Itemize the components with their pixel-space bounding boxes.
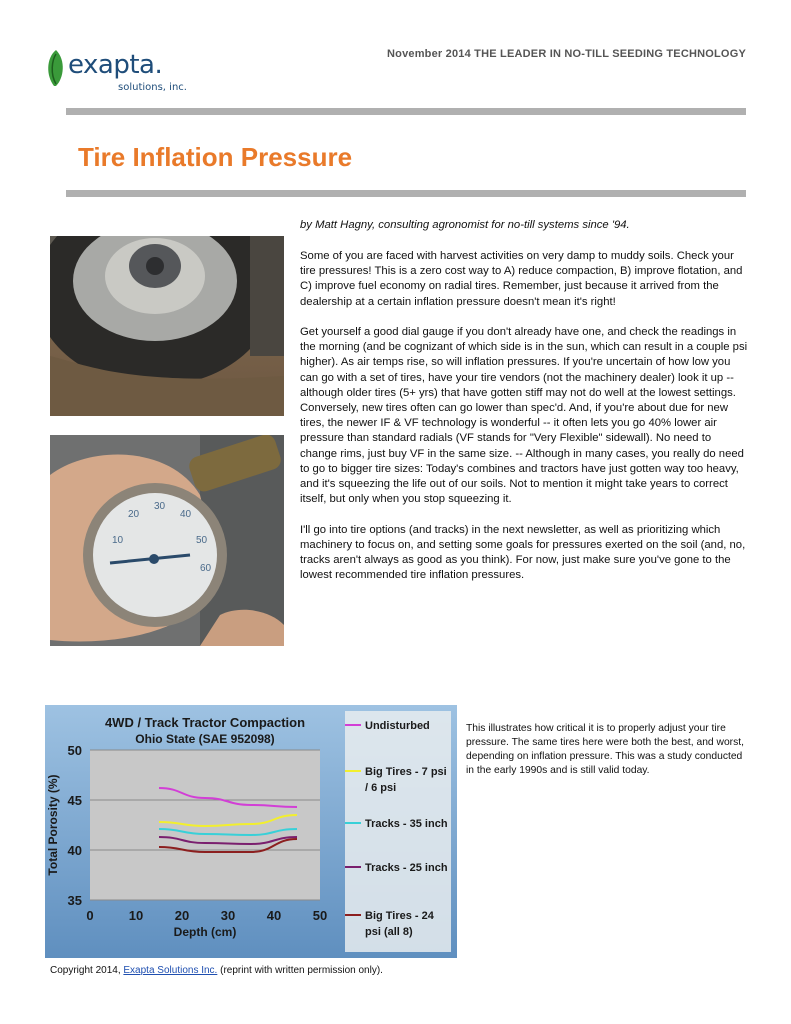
- gauge-label: 10: [112, 535, 124, 546]
- issue-date-line: November 2014 THE LEADER IN NO-TILL SEEDING TECHNOLOGY: [387, 48, 746, 60]
- article-body: [300, 249, 750, 599]
- chart-caption: This illustrates how critical it is to properly adjust your tire pressure. The same tires here were both the best, and worst, depending on inflation pressure. This was a study conducted in the early 1990s and is still valid today.: [466, 723, 744, 776]
- x-tick-label: 40: [266, 908, 282, 923]
- gauge-label: 30: [154, 501, 166, 512]
- legend-label: / 6 psi: [365, 782, 397, 794]
- x-tick-label: 30: [220, 908, 236, 923]
- compaction-chart: [45, 705, 457, 958]
- byline: by Matt Hagny, consulting agronomist for no-till systems since '94.: [300, 219, 630, 231]
- tire-photo: [50, 236, 284, 416]
- chart-subtitle: Ohio State (SAE 952098): [135, 732, 275, 746]
- logo-subtitle: solutions, inc.: [118, 82, 187, 93]
- pressure-gauge-photo: [50, 435, 284, 646]
- copyright-prefix: Copyright 2014,: [50, 965, 124, 976]
- legend-label: Undisturbed: [365, 720, 430, 732]
- y-axis-label: Total Porosity (%): [46, 774, 60, 876]
- header-divider: [66, 108, 746, 115]
- copyright-suffix: (reprint with written permission only).: [217, 965, 383, 976]
- x-tick-label: 10: [128, 908, 144, 923]
- x-tick-label: 0: [86, 908, 94, 923]
- y-tick-label: 50: [67, 743, 82, 758]
- x-tick-label: 50: [312, 908, 328, 923]
- legend-label: Tracks - 25 inch: [365, 862, 448, 874]
- paragraph: I'll go into tire options (and tracks) in the next newsletter, as well as prioritizing which machinery to focus on, and setting some goals for pressures exerted on the soil (and, no, tracks aren't always as good as you think). For now, just make sure you've gone to the lowest recommended tire inflation pressures.: [300, 523, 746, 582]
- gauge-label: 60: [200, 563, 212, 574]
- chart-title: 4WD / Track Tractor Compaction: [104, 715, 306, 730]
- gauge-label: 20: [128, 509, 140, 520]
- logo-name: exapta.: [68, 50, 163, 80]
- copyright-footer: [50, 965, 383, 976]
- paragraph: Get yourself a good dial gauge if you don't already have one, and check the readings in the morning (and be cognizant of which side is in the sun, which can result in a couple psi higher). As air temps rise, so will inflation pressures. If you're uncertain of how low you can go with a set of tires, have your tire vendors (not the machinery dealer) look it up -- although older tires (5+ yrs) that have gotten stiff may not do well at the lowest settings. Conversely, new tires often can go lower than spec'd. And, if you're about due for new tires, the newer IF & VF technology is wonderful -- it often lets you go 40% lower air pressure than standard radials (VF stands for "Very Flexible" sidewall). No need to change rims, just buy VF in the same size. -- Although in many cases, you really do need to go to bigger tire sizes: Today's combines and tractors have just gotten way too heavy, and it's squeezing the life out of our soils. Not to mention it might take years to correct itself, but only when you stop squeezing it.: [300, 326, 748, 506]
- gauge-label: 50: [196, 535, 208, 546]
- paragraph: Some of you are faced with harvest activities on very damp to muddy soils. Check your tire pressures! This is a zero cost way to A) reduce compaction, B) improve flotation, and C) improve fuel economy on radial tires. Remember, just because it arrived from the dealership at a certain inflation pressure doesn't mean it's right!: [300, 250, 743, 308]
- chart-svg: [45, 705, 457, 958]
- exapta-link[interactable]: Exapta Solutions Inc.: [123, 965, 218, 976]
- legend-label: Big Tires - 7 psi: [365, 766, 447, 778]
- x-axis-label: Depth (cm): [173, 925, 237, 939]
- y-tick-label: 45: [67, 793, 82, 808]
- title-divider: [66, 190, 746, 197]
- legend-label: psi (all 8): [365, 926, 413, 938]
- x-tick-label: 20: [174, 908, 190, 923]
- gauge-label: 40: [180, 509, 192, 520]
- legend-label: Big Tires - 24: [365, 910, 434, 922]
- logo: [38, 44, 208, 100]
- page-title: Tire Inflation Pressure: [78, 142, 353, 172]
- legend-label: Tracks - 35 inch: [365, 818, 448, 830]
- y-tick-label: 40: [67, 843, 82, 858]
- leaf-icon: [44, 48, 70, 88]
- y-tick-label: 35: [67, 893, 82, 908]
